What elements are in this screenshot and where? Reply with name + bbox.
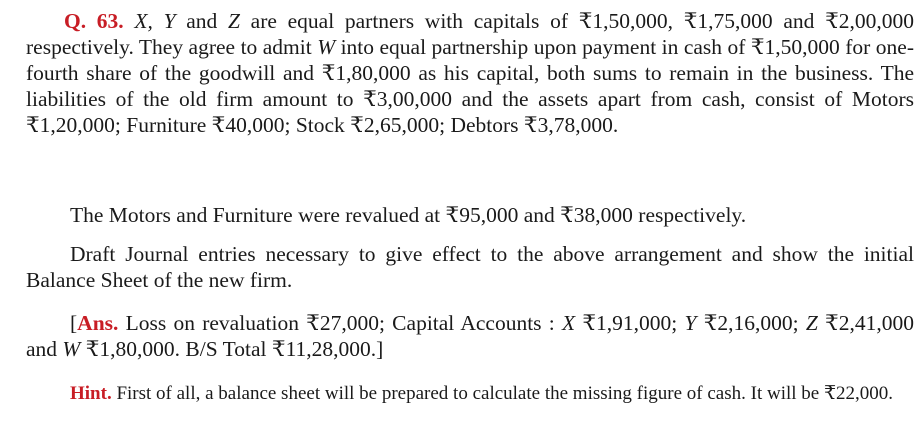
answer-partner-x: X xyxy=(561,311,576,335)
answer-text-5: ₹1,80,000. B/S Total ₹11,28,000.] xyxy=(80,337,384,361)
question-paragraph xyxy=(26,8,914,138)
answer-text-3: ₹2,16,000; xyxy=(696,311,806,335)
partner-names: X, Y xyxy=(134,9,176,33)
answer-partner-y: Y xyxy=(684,311,697,335)
hint-label: Hint. xyxy=(70,383,112,404)
hint-paragraph xyxy=(26,381,914,406)
answer-paragraph xyxy=(26,310,914,362)
hint-text: First of all, a balance sheet will be prepared to calculate the missing figure of cash. It will be ₹22,000. xyxy=(111,383,894,404)
answer-text-4: ₹2,41,000 and xyxy=(26,311,914,361)
partner-z: Z xyxy=(228,9,240,33)
question-text-3: into equal partnership upon payment in cash of ₹1,50,000 for one-fourth share of the goodwill and ₹1,80,000 as his capital, both sums to remain in the business. The liabilities of the old firm amount to ₹3,00,000 and the assets apart from cash, consist of Motors ₹1,20,000; Furniture ₹40,000; Stock ₹2,65,000; Debtors ₹3,78,000. xyxy=(26,35,915,137)
revaluation-paragraph: The Motors and Furniture were revalued at ₹95,000 and ₹38,000 respectively. xyxy=(70,203,747,227)
instruction-paragraph: Draft Journal entries necessary to give effect to the above arrangement and show the initial Balance Sheet of the new firm. xyxy=(26,242,914,292)
question-number: Q. 63. xyxy=(64,9,124,33)
partner-w: W xyxy=(317,35,336,59)
answer-partner-z: Z xyxy=(805,311,818,335)
question-text-1: and xyxy=(175,9,228,33)
question-text-2: are equal partners with capitals of ₹1,50,000, ₹1,75,000 and ₹2,00,000 respectively. They agree to admit xyxy=(26,9,914,59)
answer-text-1: Loss on revaluation ₹27,000; Capital Accounts : xyxy=(118,311,562,335)
answer-partner-w: W xyxy=(62,337,81,361)
answer-text-2: ₹1,91,000; xyxy=(575,311,685,335)
answer-label: Ans. xyxy=(77,311,119,335)
answer-open-bracket: [ xyxy=(70,311,78,335)
